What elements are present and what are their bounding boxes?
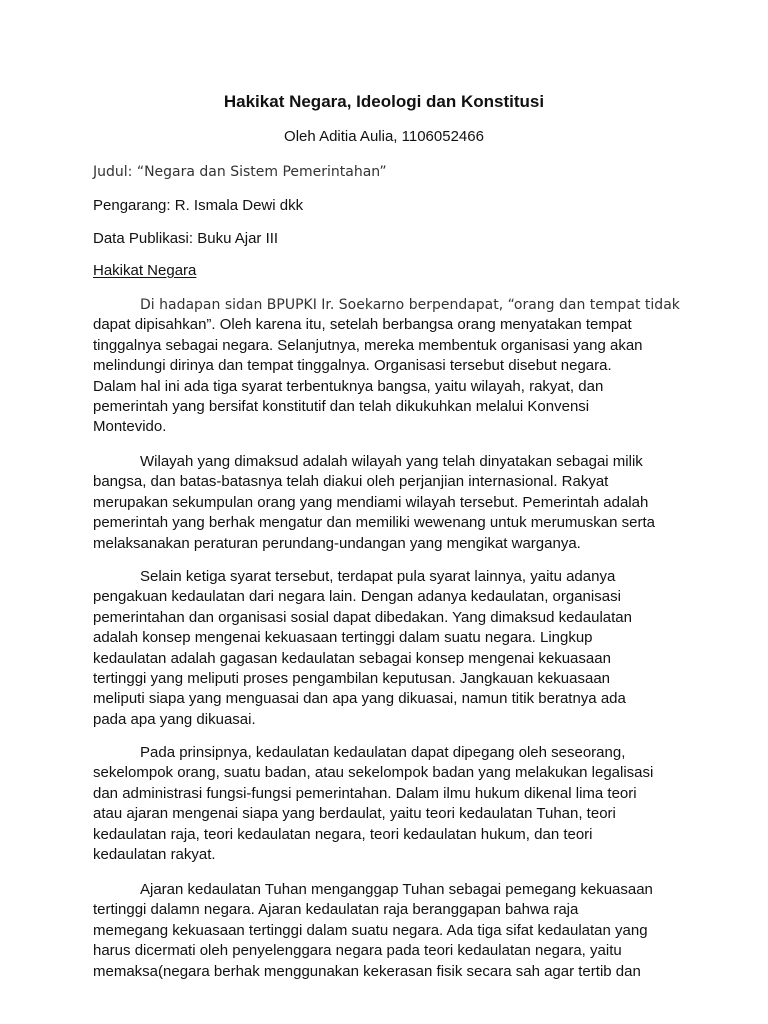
paragraph-line: Dalam hal ini ada tiga syarat terbentuknya bangsa, yaitu wilayah, rakyat, dan xyxy=(93,377,604,395)
paragraph xyxy=(93,743,683,865)
paragraph-line: pada apa yang dikuasai. xyxy=(93,710,256,728)
paragraph-line: sekelompok orang, suatu badan, atau sekelompok badan yang melakukan legalisasi xyxy=(93,764,654,782)
paragraph-line: pemerintah yang berhak mengatur dan memiliki wewenang untuk merumuskan serta xyxy=(93,514,655,532)
document-author: Oleh Aditia Aulia, 1106052466 xyxy=(284,128,484,145)
paragraph-line: adalah konsep mengenai kekuasaan tertinggi dalam suatu negara. Lingkup xyxy=(93,629,593,647)
document-title: Hakikat Negara, Ideologi dan Konstitusi xyxy=(223,92,545,111)
paragraph-line: Wilayah yang dimaksud adalah wilayah yang telah dinyatakan sebagai milik xyxy=(140,453,643,470)
paragraph-line: tertinggi yang meliputi proses pengambilan keputusan. Jangkauan kekuasaan xyxy=(93,669,611,687)
paragraph-line: kedaulatan raja, teori kedaulatan negara, teori kedaulatan hukum, dan teori xyxy=(93,825,593,843)
paragraph xyxy=(93,567,683,730)
paragraph xyxy=(93,452,683,554)
section-heading: Hakikat Negara xyxy=(93,262,197,279)
paragraph-line: meliputi siapa yang menguasai dan apa yang dikuasai, namun titik beratnya ada xyxy=(93,690,626,708)
paragraph-line: Ajaran kedaulatan Tuhan menganggap Tuhan sebagai pemegang kekuasaan xyxy=(140,881,653,898)
book-title-line: Judul: “Negara dan Sistem Pemerintahan” xyxy=(93,164,387,180)
paragraph-line: pemerintah yang bersifat konstitutif dan telah dikukuhkan melalui Konvensi xyxy=(93,397,590,415)
paragraph-line: tinggalnya sebagai negara. Selanjutnya, mereka membentuk organisasi yang akan xyxy=(93,336,643,354)
paragraph-line: tertinggi dalamn negara. Ajaran kedaulatan raja beranggapan bahwa raja xyxy=(93,901,579,919)
paragraph-line: dan administrasi fungsi-fungsi pemerintahan. Dalam ilmu hukum dikenal lima teori xyxy=(93,784,637,802)
paragraph-line: pengakuan kedaulatan dari negara lain. Dengan adanya kedaulatan, organisasi xyxy=(93,588,621,606)
paragraph-line: memaksa(negara berhak menggunakan kekerasan fisik secara sah agar tertib dan xyxy=(93,962,641,980)
paragraph-line: Pada prinsipnya, kedaulatan kedaulatan dapat dipegang oleh seseorang, xyxy=(140,744,626,761)
paragraph-line: harus dicermati oleh penyelenggara negara pada teori kedaulatan negara, yaitu xyxy=(93,942,622,960)
paragraph-line: bangsa, dan batas-batasnya telah diakui oleh perjanjian internasional. Rakyat xyxy=(93,473,609,491)
paragraph-line: pemerintahan dan organisasi sosial dapat dibedakan. Yang dimaksud kedaulatan xyxy=(93,608,632,626)
paragraph-line xyxy=(93,295,683,315)
book-author-line: Pengarang: R. Ismala Dewi dkk xyxy=(93,197,304,214)
paragraph-line: melindungi dirinya dan tempat tinggalnya. Organisasi tersebut disebut negara. xyxy=(93,357,612,375)
paragraph-line: Selain ketiga syarat tersebut, terdapat pula syarat lainnya, yaitu adanya xyxy=(140,568,616,585)
paragraph-line: kedaulatan adalah gagasan kedaulatan sebagai konsep mengenai kekuasaan xyxy=(93,649,611,667)
paragraph-line: memegang kekuasaan tertinggi dalam suatu negara. Ada tiga sifat kedaulatan yang xyxy=(93,921,648,939)
paragraph xyxy=(93,880,683,982)
paragraph-line: Montevido. xyxy=(93,418,167,436)
paragraph-line: atau ajaran mengenai siapa yang berdaulat, yaitu teori kedaulatan Tuhan, teori xyxy=(93,805,616,823)
paragraph-line-text: Di hadapan sidan BPUPKI Ir. Soekarno berpendapat, “orang dan tempat tidak xyxy=(140,297,680,313)
paragraph-line: merupakan sekumpulan orang yang mendiami wilayah tersebut. Pemerintah adalah xyxy=(93,493,649,511)
paragraph-line: dapat dipisahkan”. Oleh karena itu, setelah berbangsa orang menyatakan tempat xyxy=(93,316,632,334)
paragraph-line: kedaulatan rakyat. xyxy=(93,845,216,863)
publication-line: Data Publikasi: Buku Ajar III xyxy=(93,230,279,247)
paragraph-line: melaksanakan peraturan perundang-undangan yang mengikat warganya. xyxy=(93,534,581,552)
paragraph xyxy=(93,295,683,438)
